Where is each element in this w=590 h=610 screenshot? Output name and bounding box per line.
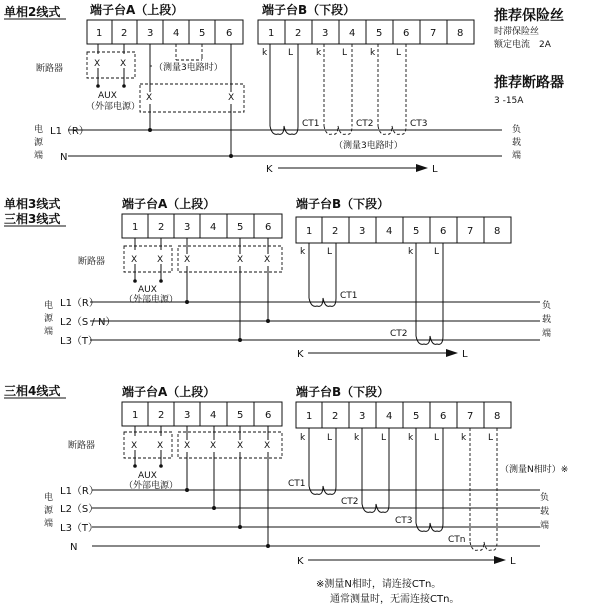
direction-l: L xyxy=(432,164,438,175)
terminal-b-5: 5 xyxy=(413,226,420,237)
load-side: 载 xyxy=(540,507,550,517)
kl-label: L xyxy=(396,48,402,58)
terminal-b-5: 5 xyxy=(376,28,383,39)
terminal-b-4: 4 xyxy=(386,411,393,422)
terminal-a-5: 5 xyxy=(199,28,206,39)
terminal-block-b-label: 端子台B（下段） xyxy=(262,3,356,17)
kl-label: L xyxy=(288,48,294,58)
switch-x: X xyxy=(237,255,244,265)
terminal-a-2: 2 xyxy=(158,410,165,421)
source-side: 端 xyxy=(44,519,54,529)
line-l1: L1（R） xyxy=(60,486,99,497)
switch-x: X xyxy=(94,59,101,69)
ct-label: CT2 xyxy=(390,329,408,339)
source-side: 电 xyxy=(44,301,54,311)
load-side: 负 xyxy=(540,493,550,503)
switch-x: X xyxy=(146,93,153,103)
ct-label: CT2 xyxy=(356,119,374,129)
breaker-spec: 3 -15A xyxy=(494,96,524,106)
terminal-block-a-label: 端子台A（上段） xyxy=(122,197,216,211)
kl-label: k xyxy=(408,433,414,443)
aux-label: AUX xyxy=(138,471,157,481)
ct-label: CT1 xyxy=(340,291,358,301)
switch-x: X xyxy=(157,255,164,265)
measure-3-circuits-bottom: （测量3电路时） xyxy=(334,141,403,151)
terminal-a-3: 3 xyxy=(147,28,154,39)
ct-label: CT3 xyxy=(395,516,413,526)
section-three-phase-4wire xyxy=(4,383,568,567)
kl-label: L xyxy=(327,247,333,257)
terminal-b-3: 3 xyxy=(359,411,366,422)
line-l3: L3（T） xyxy=(60,336,99,347)
source-side: 端 xyxy=(34,151,44,161)
terminal-b-8: 8 xyxy=(494,226,501,237)
terminal-block-b xyxy=(296,217,511,243)
direction-k: K xyxy=(266,164,273,175)
section-title: 三相4线式 xyxy=(4,384,61,398)
direction-l: L xyxy=(510,556,516,567)
aux-note: （外部电源） xyxy=(124,295,179,305)
kl-label: L xyxy=(342,48,348,58)
terminal-block-a-label: 端子台A（上段） xyxy=(122,385,216,399)
section-single-phase-2wire xyxy=(4,2,521,175)
line-l2: L2（S） xyxy=(60,504,99,515)
terminal-block-b xyxy=(258,20,474,44)
fuse-title: 推荐保险丝 xyxy=(494,8,564,24)
load-side: 负 xyxy=(542,301,552,311)
terminal-b-4: 4 xyxy=(349,28,356,39)
terminal-a-4: 4 xyxy=(210,410,217,421)
switch-x: X xyxy=(264,441,271,451)
kl-label: L xyxy=(488,433,494,443)
terminal-b-6: 6 xyxy=(403,28,410,39)
switch-x: X xyxy=(184,255,191,265)
section-3wire xyxy=(4,196,551,360)
direction-l: L xyxy=(462,349,468,360)
ct-label: CT1 xyxy=(288,479,306,489)
direction-k: K xyxy=(297,349,304,360)
terminal-block-a xyxy=(87,20,243,44)
switch-x: X xyxy=(157,441,164,451)
terminal-block-b xyxy=(296,402,511,428)
kl-label: L xyxy=(434,433,440,443)
source-side: 端 xyxy=(44,327,54,337)
ct-label: CT2 xyxy=(341,497,359,507)
fuse-type: 时滞保险丝 xyxy=(494,27,540,37)
source-side: 电 xyxy=(34,125,44,135)
kl-label: k xyxy=(262,48,268,58)
terminal-b-7: 7 xyxy=(467,226,474,237)
kl-label: k xyxy=(461,433,467,443)
terminal-b-5: 5 xyxy=(413,411,420,422)
ct-label: CTn xyxy=(448,535,466,545)
source-side: 源 xyxy=(34,138,44,148)
switch-x: X xyxy=(131,441,138,451)
terminal-b-3: 3 xyxy=(322,28,329,39)
terminal-a-6: 6 xyxy=(265,410,272,421)
load-side: 端 xyxy=(542,329,552,339)
footnote-line-2: 通常测量时，无需连接CTn。 xyxy=(330,594,460,605)
footnote-line-1: ※测量N相时，请连接CTn。 xyxy=(316,579,442,590)
line-l3: L3（T） xyxy=(60,523,99,534)
switch-x: X xyxy=(264,255,271,265)
terminal-a-6: 6 xyxy=(226,28,233,39)
aux-label: AUX xyxy=(138,285,157,295)
load-side: 载 xyxy=(512,138,522,148)
kl-label: k xyxy=(300,247,306,257)
terminal-b-1: 1 xyxy=(306,411,313,422)
source-side: 源 xyxy=(44,506,54,516)
breaker-label: 断路器 xyxy=(36,64,64,74)
terminal-block-b-label: 端子台B（下段） xyxy=(296,385,390,399)
section-title: 三相3线式 xyxy=(4,212,61,226)
aux-note: （外部电源） xyxy=(124,481,179,491)
terminal-b-7: 7 xyxy=(467,411,474,422)
breaker-label: 断路器 xyxy=(68,441,96,451)
line-n: N xyxy=(70,542,78,553)
line-l2: L2（S / N） xyxy=(60,317,116,328)
measure-3-circuits: （测量3电路时） xyxy=(154,63,223,73)
terminal-b-1: 1 xyxy=(306,226,313,237)
terminal-b-4: 4 xyxy=(386,226,393,237)
source-side: 电 xyxy=(44,493,54,503)
kl-label: L xyxy=(434,247,440,257)
kl-label: k xyxy=(354,433,360,443)
line-l1: L1（R） xyxy=(60,298,99,309)
switch-x: X xyxy=(210,441,217,451)
terminal-b-7: 7 xyxy=(430,28,437,39)
terminal-a-1: 1 xyxy=(132,410,139,421)
terminal-block-a xyxy=(122,402,282,426)
terminal-b-2: 2 xyxy=(332,411,339,422)
terminal-a-2: 2 xyxy=(121,28,128,39)
load-side: 端 xyxy=(540,521,550,531)
aux-note: （外部电源） xyxy=(86,102,141,112)
line-n: N xyxy=(60,152,68,163)
terminal-a-5: 5 xyxy=(237,222,244,233)
kl-label: k xyxy=(370,48,376,58)
terminal-a-3: 3 xyxy=(184,410,191,421)
terminal-a-1: 1 xyxy=(96,28,103,39)
terminal-b-6: 6 xyxy=(440,411,447,422)
terminal-block-a xyxy=(122,214,282,238)
switch-x: X xyxy=(228,93,235,103)
terminal-a-1: 1 xyxy=(132,222,139,233)
kl-label: L xyxy=(381,433,387,443)
terminal-block-a-label: 端子台A（上段） xyxy=(90,3,184,17)
terminal-b-2: 2 xyxy=(332,226,339,237)
terminal-b-2: 2 xyxy=(295,28,302,39)
load-side: 端 xyxy=(512,151,522,161)
section-title: 单相3线式 xyxy=(4,197,61,211)
load-side: 负 xyxy=(512,125,522,135)
terminal-b-1: 1 xyxy=(268,28,275,39)
terminal-a-2: 2 xyxy=(158,222,165,233)
source-side: 源 xyxy=(44,314,54,324)
breaker-label: 断路器 xyxy=(78,257,106,267)
aux-label: AUX xyxy=(98,91,117,101)
terminal-a-4: 4 xyxy=(173,28,180,39)
ct-label: CT1 xyxy=(302,119,320,129)
terminal-a-5: 5 xyxy=(237,410,244,421)
switch-x: X xyxy=(184,441,191,451)
breaker-title: 推荐断路器 xyxy=(494,75,564,91)
load-side: 载 xyxy=(542,315,552,325)
section-title: 单相2线式 xyxy=(4,5,61,19)
terminal-a-3: 3 xyxy=(184,222,191,233)
kl-label: k xyxy=(300,433,306,443)
terminal-b-6: 6 xyxy=(440,226,447,237)
switch-x: X xyxy=(120,59,127,69)
kl-label: k xyxy=(316,48,322,58)
ct-label: CT3 xyxy=(410,119,428,129)
terminal-block-b-label: 端子台B（下段） xyxy=(296,197,390,211)
line-l1: L1（R） xyxy=(50,126,89,137)
terminal-b-8: 8 xyxy=(494,411,501,422)
switch-x: X xyxy=(237,441,244,451)
direction-k: K xyxy=(297,556,304,567)
terminal-b-3: 3 xyxy=(359,226,366,237)
kl-label: L xyxy=(327,433,333,443)
measure-n-phase: （测量N相时）※ xyxy=(500,465,569,475)
kl-label: k xyxy=(408,247,414,257)
terminal-b-8: 8 xyxy=(457,28,464,39)
terminal-a-4: 4 xyxy=(210,222,217,233)
terminal-a-6: 6 xyxy=(265,222,272,233)
switch-x: X xyxy=(131,255,138,265)
fuse-rating: 额定电流 2A xyxy=(494,40,551,50)
